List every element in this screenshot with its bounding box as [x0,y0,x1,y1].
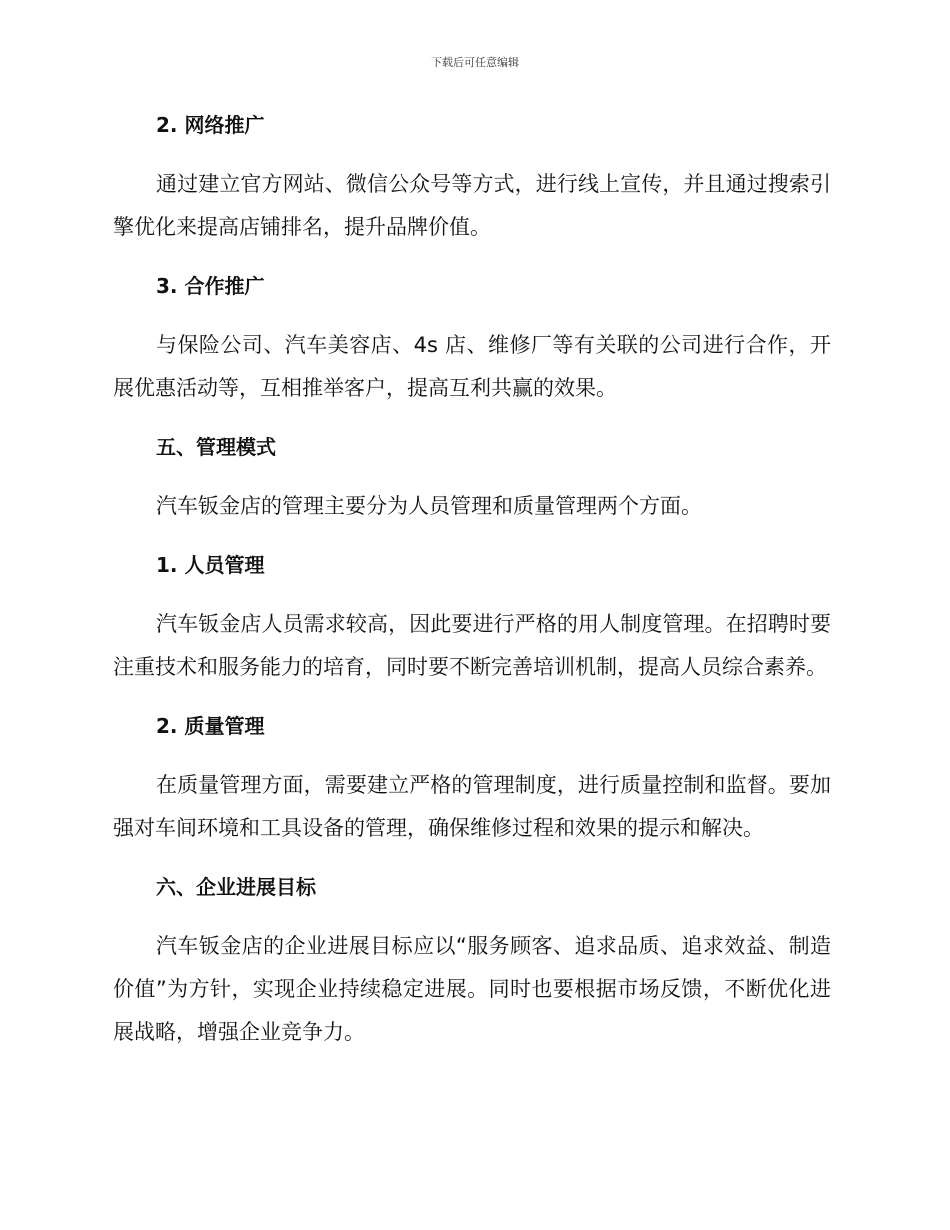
paragraph-personnel-management: 汽车钣金店人员需求较高，因此要进行严格的用人制度管理。在招聘时要注重技术和服务能力的培育，同时要不断完善培训机制，提高人员综合素养。 [113,612,831,679]
section-heading-network-promotion: 2. 网络推广 [156,113,265,137]
section-heading-quality-management: 2. 质量管理 [156,714,265,738]
paragraph-development-goals: 汽车钣金店的企业进展目标应以“服务顾客、追求品质、追求效益、制造价值”为方针，实现企业持续稳定进展。同时也要根据市场反馈，不断优化进展战略，增强企业竞争力。 [113,934,831,1044]
section-heading-development-goals: 六、企业进展目标 [156,875,316,899]
paragraph-network-promotion: 通过建立官方网站、微信公众号等方式，进行线上宣传，并且通过搜索引擎优化来提高店铺排名，提升品牌价值。 [113,172,831,239]
page-header: 下载后可任意编辑 [431,56,519,69]
section-heading-management-model: 五、管理模式 [156,435,276,459]
paragraph-quality-management: 在质量管理方面，需要建立严格的管理制度，进行质量控制和监督。要加强对车间环境和工具设备的管理，确保维修过程和效果的提示和解决。 [113,773,831,840]
section-heading-cooperation-promotion: 3. 合作推广 [156,274,265,298]
paragraph-cooperation-promotion: 与保险公司、汽车美容店、4s 店、维修厂等有关联的公司进行合作，开展优惠活动等，互相推举客户，提高互利共赢的效果。 [113,333,831,400]
document-body [113,104,831,1054]
section-heading-personnel-management: 1. 人员管理 [156,553,265,577]
paragraph-management-model: 汽车钣金店的管理主要分为人员管理和质量管理两个方面。 [156,494,702,518]
